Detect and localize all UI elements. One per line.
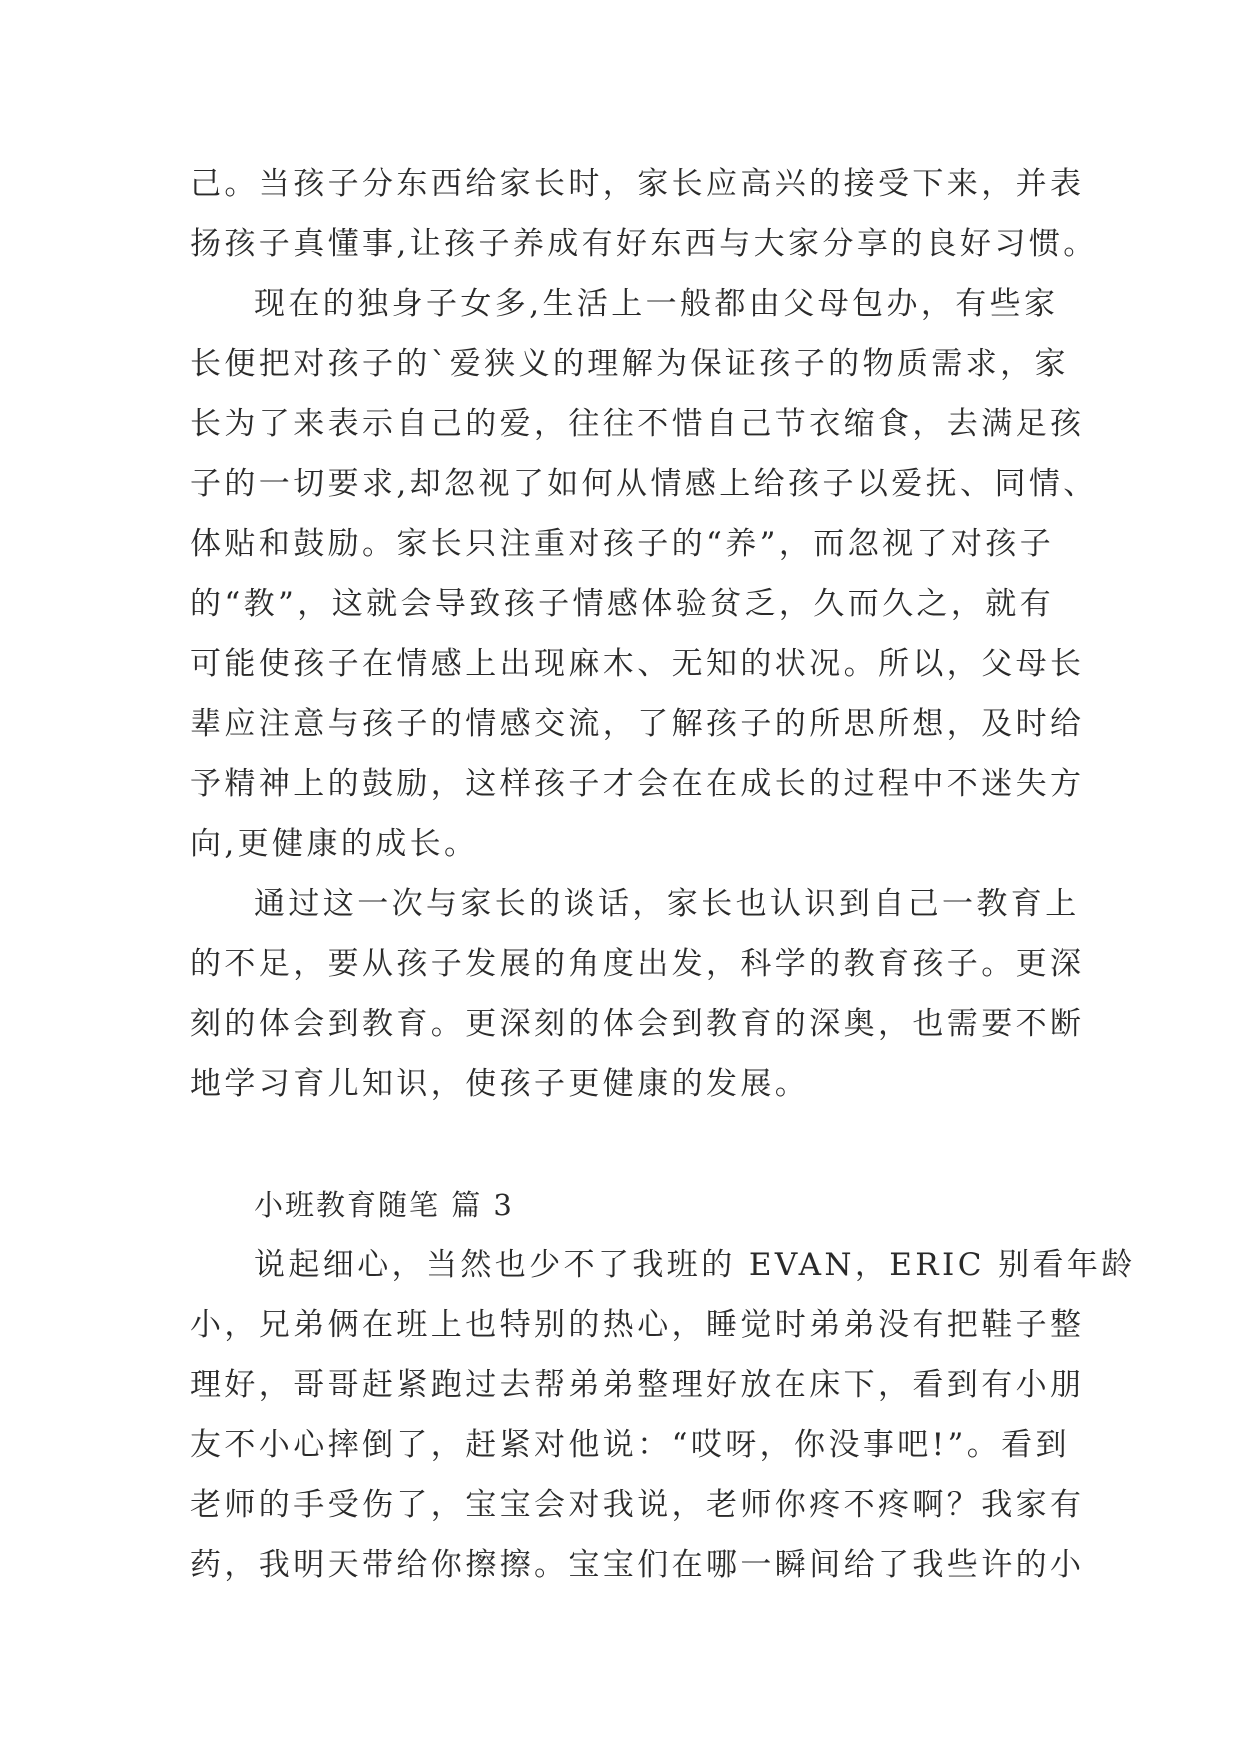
paragraph-4-line-2: 小，兄弟俩在班上也特别的热心，睡觉时弟弟没有把鞋子整 [190,1307,1085,1343]
paragraph-2-line-1: 现在的独身子女多,生活上一般都由父母包办，有些家 [254,286,1059,322]
paragraph-3-line-3: 刻的体会到教育。更深刻的体会到教育的深奥，也需要不断 [190,1006,1085,1042]
paragraph-2-line-5: 体贴和鼓励。家长只注重对孩子的“养”，而忽视了对孩子 [190,526,1055,562]
paragraph-1-line-1: 己。当孩子分东西给家长时，家长应高兴的接受下来，并表 [190,166,1085,202]
paragraph-3-line-2: 的不足，要从孩子发展的角度出发，科学的教育孩子。更深 [190,946,1085,982]
paragraph-4-line-4: 友不小心摔倒了，赶紧对他说：“哎呀，你没事吧!”。看到 [190,1427,1070,1463]
paragraph-3-line-1: 通过这一次与家长的谈话，家长也认识到自己一教育上 [254,886,1080,922]
paragraph-3-line-4: 地学习育儿知识，使孩子更健康的发展。 [190,1066,810,1102]
paragraph-2-line-7: 可能使孩子在情感上出现麻木、无知的状况。所以，父母长 [190,646,1085,682]
section-heading: 小班教育随笔 篇 3 [254,1188,514,1222]
paragraph-4-line-1: 说起细心，当然也少不了我班的 EVAN，ERIC 别看年龄 [254,1247,1136,1283]
paragraph-2-line-3: 长为了来表示自己的爱，往往不惜自己节衣缩食，去满足孩 [190,406,1085,442]
paragraph-4-line-5: 老师的手受伤了，宝宝会对我说，老师你疼不疼啊？我家有 [190,1487,1085,1523]
paragraph-1-line-2: 扬孩子真懂事,让孩子养成有好东西与大家分享的良好习惯。 [190,226,1098,262]
paragraph-2-line-4: 子的一切要求,却忽视了如何从情感上给孩子以爱抚、同情、 [190,466,1098,502]
paragraph-2-line-2: 长便把对孩子的`爱狭义的理解为保证孩子的物质需求，家 [190,346,1069,382]
paragraph-4-line-3: 理好，哥哥赶紧跑过去帮弟弟整理好放在床下，看到有小朋 [190,1367,1085,1403]
paragraph-4-line-6: 药，我明天带给你擦擦。宝宝们在哪一瞬间给了我些许的小 [190,1547,1085,1583]
paragraph-2-line-10: 向,更健康的成长。 [190,826,479,862]
paragraph-2-line-6: 的“教”，这就会导致孩子情感体验贫乏，久而久之，就有 [190,586,1055,622]
paragraph-2-line-9: 予精神上的鼓励，这样孩子才会在在成长的过程中不迷失方 [190,766,1085,802]
paragraph-2-line-8: 辈应注意与孩子的情感交流，了解孩子的所思所想，及时给 [190,706,1085,742]
